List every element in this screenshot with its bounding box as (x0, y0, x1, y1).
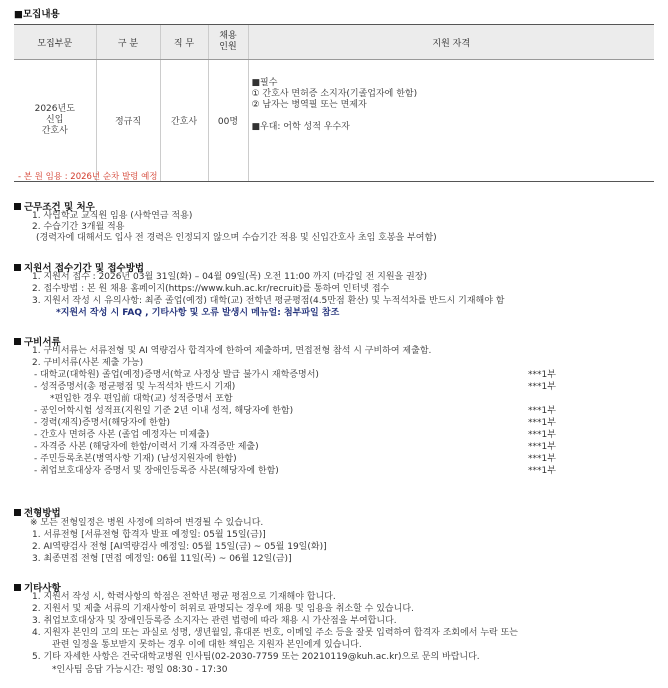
cell-type: 정규직 (96, 60, 160, 182)
application-notice: *지원서 작성 시 FAQ , 기타사항 및 오류 발생시 메뉴얼: 첨부파일 참조 (56, 308, 340, 318)
misc-line: 4. 지원자 본인의 고의 또는 과실로 성명, 생년월일, 휴대폰 번호, 이메일 주소 등을 잘못 입력하여 합격자 조회에서 누락 또는 (32, 628, 518, 638)
square-bullet-icon (14, 203, 21, 210)
section-title-selection: 전형방법 (14, 505, 61, 519)
work-line: (경력자에 대해서도 입사 전 경력은 인정되지 않으며 수습기간 적용 및 신입간호사 초임 호봉을 부여함) (36, 233, 437, 243)
document-count: ***1부 (528, 370, 556, 380)
document-item: - 성적증명서(총 평균평점 및 누적석차 반드시 기재) (34, 382, 236, 392)
recruit-note: - 본 원 임용 : 2026년 순차 발령 예정 (18, 172, 158, 182)
work-line: 1. 사립학교 교직원 임용 (사학연금 적용) (32, 211, 193, 221)
qual-line: ■필수 (251, 78, 278, 88)
document-count: ***1부 (528, 406, 556, 416)
documents-line: 1. 구비서류는 서류전형 및 AI 역량검사 합격자에 한하여 제출하며, 면접전형 참석 시 구비하여 제출함. (32, 346, 432, 356)
application-line: 2. 접수방법 : 본 원 채용 홈페이지(https://www.kuh.ac.kr/recruit)를 통하여 인터넷 접수 (32, 284, 390, 294)
document-item: - 대학교(대학원) 졸업(예정)증명서(학교 사정상 발급 불가시 재학증명서) (34, 370, 319, 380)
document-count: ***1부 (528, 382, 556, 392)
misc-line: 2. 지원서 및 제출 서류의 기재사항이 허위로 판명되는 경우에 채용 및 임용을 취소할 수 있습니다. (32, 604, 414, 614)
square-bullet-icon (14, 509, 21, 516)
qual-line: ① 간호사 면허증 소지자(기졸업자에 한함) (251, 89, 418, 99)
documents-line: 2. 구비서류(사본 제출 가능) (32, 358, 144, 368)
cell-duty: 간호사 (160, 60, 208, 182)
work-line: 2. 수습기간 3개월 적용 (32, 222, 125, 232)
section-title-documents: 구비서류 (14, 334, 61, 348)
section-title-work: 근무조건 및 처우 (14, 199, 95, 213)
recruit-table (14, 24, 654, 182)
selection-line: 3. 최종면접 전형 [면접 예정일: 06월 11일(목) ~ 06월 12일(금)] (32, 554, 292, 564)
document-item: - 간호사 면허증 사본 (졸업 예정자는 미제출) (34, 430, 210, 440)
selection-line: 1. 서류전형 [서류전형 합격자 발표 예정일: 05월 15일(금)] (32, 530, 266, 540)
cell-count: 00명 (208, 60, 248, 182)
misc-line: 1. 지원서 작성 시, 학력사항의 학점은 전학년 평균 평점으로 기재해야 합니다. (32, 592, 336, 602)
selection-note: ※ 모든 전형일정은 병원 사정에 의하여 변경될 수 있습니다. (30, 518, 264, 528)
selection-line: 2. AI역량검사 전형 [AI역량검사 예정일: 05월 15일(금) ~ 05월 19일(화)] (32, 542, 327, 552)
qual-line: ② 남자는 병역필 또는 면제자 (251, 100, 367, 110)
section-title-application: 지원서 접수기간 및 접수방법 (14, 260, 144, 274)
header-duty: 직 무 (160, 25, 208, 60)
misc-line: *인사팀 응답 가능시간: 평일 08:30 - 17:30 (52, 665, 228, 675)
application-line: 1. 지원서 접수 : 2026년 03월 31일(화) – 04월 09일(목) 오전 11:00 까지 (마감일 전 지원을 권장) (32, 272, 427, 282)
document-item: - 공인어학시험 성적표(지원일 기준 2년 이내 성적, 해당자에 한함) (34, 406, 294, 416)
document-item: *편입한 경우 편입前 대학(교) 성적증명서 포함 (50, 394, 233, 404)
qual-line: ■우대: 어학 성적 우수자 (251, 122, 350, 132)
header-type: 구 분 (96, 25, 160, 60)
document-count: ***1부 (528, 442, 556, 452)
square-bullet-icon (14, 338, 21, 345)
document-item: - 취업보호대상자 증명서 및 장애인등록증 사본(해당자에 한함) (34, 466, 279, 476)
document-count: ***1부 (528, 430, 556, 440)
section-title-misc: 기타사항 (14, 580, 61, 594)
document-count: ***1부 (528, 454, 556, 464)
section-title-recruit: ■모집내용 (14, 9, 60, 20)
document-item: - 자격증 사본 (해당자에 한함/이력서 기재 자격증만 제출) (34, 442, 259, 452)
cell-division: 2026년도 신입 간호사 (14, 60, 96, 182)
header-division: 모집부문 (14, 25, 96, 60)
qual-line (252, 111, 655, 122)
misc-line: 관련 일정을 통보받지 못하는 경우 이에 대한 책임은 지원자 본인에게 있습니다. (52, 640, 362, 650)
header-qualifications: 지원 자격 (248, 25, 654, 60)
table-header-row (14, 25, 654, 60)
table-row (14, 60, 654, 182)
header-count: 채용 인원 (208, 25, 248, 60)
misc-line: 3. 취업보호대상자 및 장애인등록증 소지자는 관련 법령에 따라 채용 시 가산점을 부여합니다. (32, 616, 397, 626)
misc-line: 5. 기타 자세한 사항은 건국대학교병원 인사팀(02-2030-7759 또는 20210119@kuh.ac.kr)으로 문의 바랍니다. (32, 652, 480, 662)
cell-qualifications (248, 60, 654, 182)
document-item: - 경력(재직)증명서(해당자에 한함) (34, 418, 171, 428)
square-bullet-icon (14, 264, 21, 271)
document-count: ***1부 (528, 466, 556, 476)
application-line: 3. 지원서 작성 시 유의사항: 최종 졸업(예정) 대학(교) 전학년 평균평점(4.5만점 환산) 및 누적석차를 반드시 기재해야 함 (32, 296, 505, 306)
square-bullet-icon (14, 584, 21, 591)
document-count: ***1부 (528, 418, 556, 428)
document-item: - 주민등록초본(병역사항 기재) (남성지원자에 한함) (34, 454, 237, 464)
